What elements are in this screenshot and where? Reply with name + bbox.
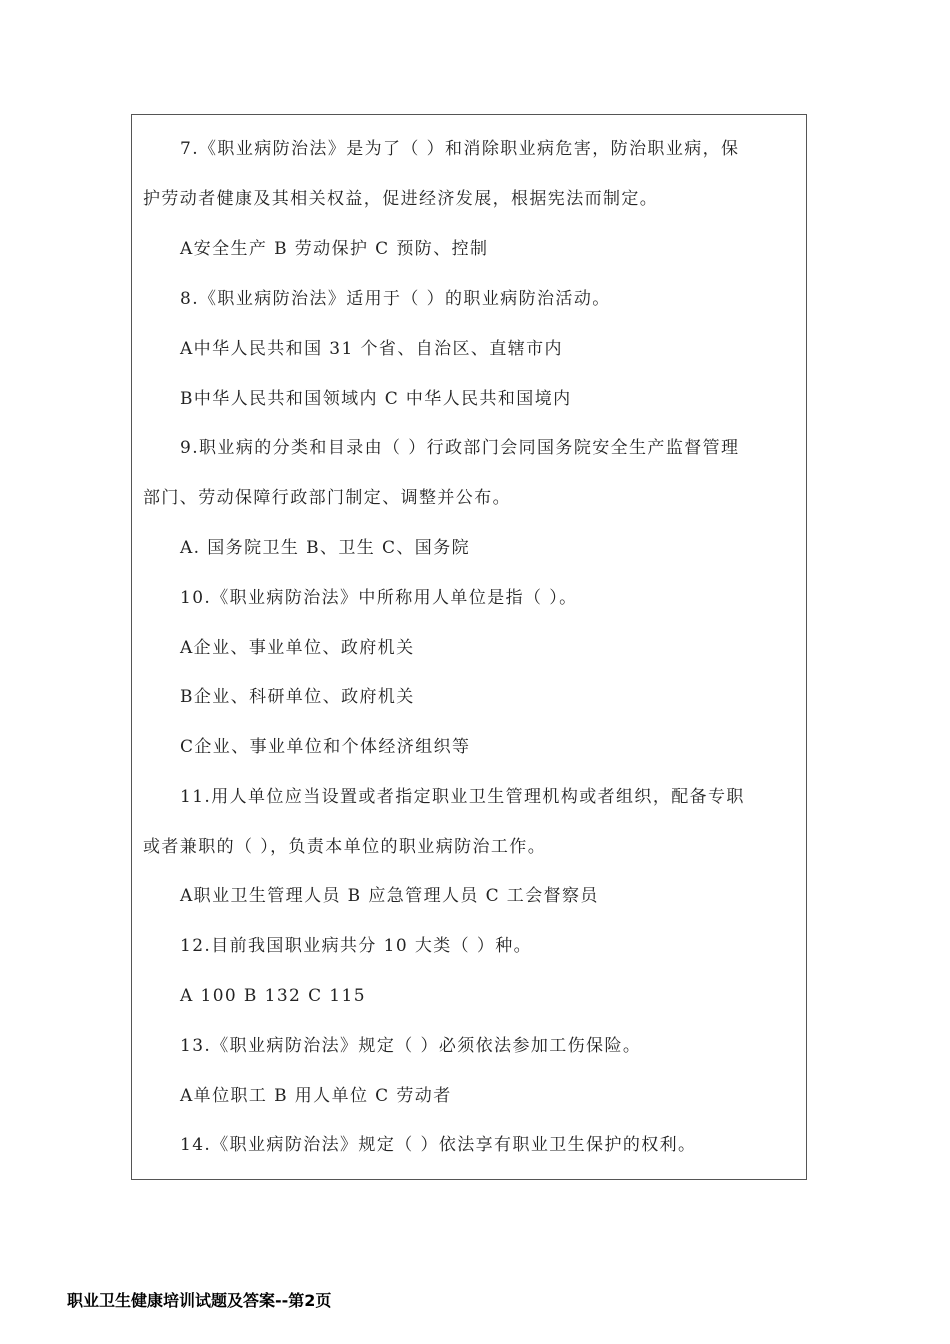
question-7-text-cont: 护劳动者健康及其相关权益，促进经济发展，根据宪法而制定。 xyxy=(143,189,659,209)
question-10-option-a: A企业、事业单位、政府机关 xyxy=(180,638,415,658)
question-9-text: 9.职业病的分类和目录由（ ）行政部门会同国务院安全生产监督管理 xyxy=(180,438,740,458)
question-11-text-cont: 或者兼职的（ ），负责本单位的职业病防治工作。 xyxy=(143,837,547,857)
question-10-text: 10.《职业病防治法》中所称用人单位是指（ ）。 xyxy=(180,588,578,608)
question-12-options: A 100 B 132 C 115 xyxy=(180,986,366,1006)
question-11-text: 11.用人单位应当设置或者指定职业卫生管理机构或者组织，配备专职 xyxy=(180,787,745,807)
question-12-text: 12.目前我国职业病共分 10 大类（ ）种。 xyxy=(180,936,533,956)
question-14-text: 14.《职业病防治法》规定（ ）依法享有职业卫生保护的权利。 xyxy=(180,1135,697,1155)
question-10-option-c: C企业、事业单位和个体经济组织等 xyxy=(180,737,471,757)
question-9-text-cont: 部门、劳动保障行政部门制定、调整并公布。 xyxy=(143,488,511,508)
question-11-options: A职业卫生管理人员 B 应急管理人员 C 工会督察员 xyxy=(180,886,599,906)
question-7-options: A安全生产 B 劳动保护 C 预防、控制 xyxy=(180,239,489,259)
question-7-text: 7.《职业病防治法》是为了（ ）和消除职业病危害，防治职业病，保 xyxy=(180,139,740,159)
question-9-options: A. 国务院卫生 B、卫生 C、国务院 xyxy=(180,538,470,558)
question-8-options-bc: B中华人民共和国领域内 C 中华人民共和国境内 xyxy=(180,389,572,409)
question-13-text: 13.《职业病防治法》规定（ ）必须依法参加工伤保险。 xyxy=(180,1036,642,1056)
page-footer: 职业卫生健康培训试题及答案--第2页 xyxy=(67,1291,332,1310)
question-13-options: A单位职工 B 用人单位 C 劳动者 xyxy=(180,1086,452,1106)
question-8-text: 8.《职业病防治法》适用于（ ）的职业病防治活动。 xyxy=(180,289,611,309)
question-10-option-b: B企业、科研单位、政府机关 xyxy=(180,687,415,707)
question-8-option-a: A中华人民共和国 31 个省、自治区、直辖市内 xyxy=(180,339,563,359)
